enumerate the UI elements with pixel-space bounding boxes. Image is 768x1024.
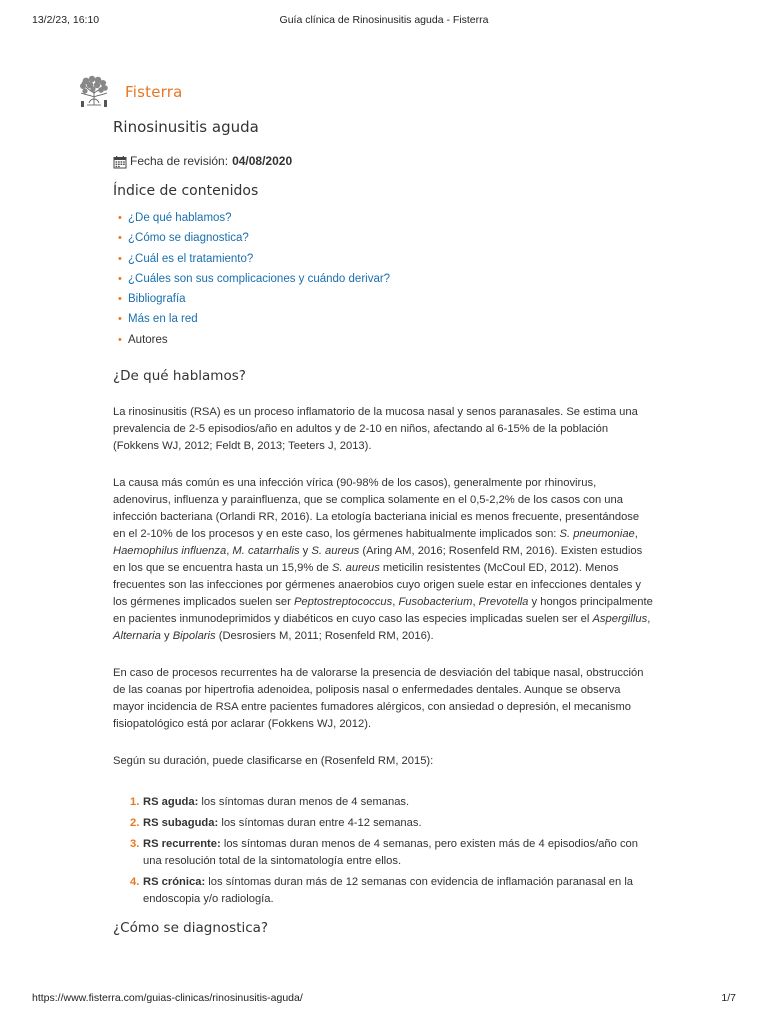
text-run: meticilin resistentes (McCoul ED, 2012). Menos frecuentes son las infecciones por gérmenes anaerobios cuyo origen suele estar en infecciones dentales y los gérmenes implicados suelen ser <box>113 562 641 609</box>
species-name: Fusobacterium <box>398 596 473 609</box>
toc-item <box>118 334 653 354</box>
species-name: M. catarrhalis <box>232 545 300 558</box>
review-date-row <box>113 152 653 169</box>
class-description: los síntomas duran entre 4-12 semanas. <box>218 817 422 830</box>
text-run: , <box>634 528 638 541</box>
toc-link-mas-en-la-red[interactable]: Más en la red <box>128 313 198 326</box>
list-item <box>130 794 653 811</box>
class-term: RS crónica: <box>143 876 206 889</box>
species-name: Peptostreptococcus <box>293 596 393 609</box>
class-description: los síntomas duran menos de 4 semanas, pero existen más de 4 episodios/año con una resolución total de la sintomatología entre ellos. <box>143 838 639 868</box>
text-run: , <box>226 545 233 558</box>
classification-list <box>113 794 653 908</box>
bullet-icon: • <box>118 293 122 306</box>
print-datetime: 13/2/23, 16:10 <box>32 14 100 26</box>
text-run: (Aring AM, 2016; Rosenfeld RM, 2016). Existen estudios en los que se encuentra hasta un 15,9% de <box>113 545 643 575</box>
text-run: (Desrosiers M, 2011; Rosenfeld RM, 2016). <box>215 630 434 643</box>
review-date: 04/08/2020 <box>232 153 293 168</box>
toc-title: Índice de contenidos <box>113 183 259 199</box>
species-name: S. aureus <box>331 562 380 575</box>
toc-link-de-que-hablamos[interactable]: ¿De qué hablamos? <box>128 212 232 224</box>
section-title-de-que-hablamos: ¿De qué hablamos? <box>113 368 246 385</box>
species-name: S. pneumoniae <box>559 528 635 541</box>
species-name: Prevotella <box>478 596 529 609</box>
class-term: RS subaguda: <box>143 817 219 830</box>
print-title: Guía clínica de Rinosinusitis aguda - Fisterra <box>279 14 489 26</box>
toc-item[interactable] <box>118 212 653 232</box>
toc-item-autores: Autores <box>128 333 168 346</box>
list-number: 4. <box>130 876 140 889</box>
toc-item[interactable] <box>118 253 653 273</box>
bullet-icon: • <box>118 333 122 346</box>
text-run: , <box>647 613 651 626</box>
article <box>113 74 653 936</box>
text-run: y <box>160 630 173 643</box>
review-label: Fecha de revisión: <box>130 153 229 168</box>
brand[interactable] <box>77 74 653 110</box>
species-name: Alternaria <box>113 630 161 643</box>
paragraph-recurrent: En caso de procesos recurrentes ha de valorarse la presencia de desviación del tabique nasal, obstrucción de las coanas por hipertrofia adenoidea, poliposis nasal o enfermedades dentales. Aunque se observa mayor incidencia de RSA entre pacientes fumadores alérgicos, con ansiedad o depresión, el mecanismo fisiopatológico está por aclarar (Fokkens WJ, 2012). <box>113 667 644 731</box>
species-name: Aspergillus <box>592 613 648 626</box>
text-run: y <box>299 545 312 558</box>
text-run: , <box>472 596 479 609</box>
list-number: 1. <box>130 796 140 809</box>
paragraph-etiology <box>113 475 653 645</box>
brand-name: Fisterra <box>125 83 183 101</box>
toc-link-como-se-diagnostica[interactable]: ¿Cómo se diagnostica? <box>128 232 249 245</box>
bullet-icon: • <box>118 212 122 224</box>
print-url: https://www.fisterra.com/guias-clinicas/rinosinusitis-aguda/ <box>32 992 303 1004</box>
class-description: los síntomas duran más de 12 semanas con evidencia de inflamación paranasal en la endoscopia y/o radiología. <box>143 876 634 906</box>
list-item <box>130 836 653 870</box>
text-run: y hongos principalmente en pacientes inmunodeprimidos y diabéticos en cuyo caso las especies implicadas suelen ser el <box>113 596 653 626</box>
print-page-number: 1/7 <box>721 992 736 1004</box>
species-name: S. aureus <box>311 545 360 558</box>
list-number: 2. <box>130 817 140 830</box>
toc-item[interactable] <box>118 232 653 252</box>
bullet-icon: • <box>118 272 122 285</box>
toc-item[interactable] <box>118 273 653 293</box>
toc-link-complicaciones[interactable]: ¿Cuáles son sus complicaciones y cuándo derivar? <box>128 272 391 285</box>
bullet-icon: • <box>118 252 122 265</box>
class-term: RS recurrente: <box>143 838 221 851</box>
elsevier-tree-icon <box>77 75 111 109</box>
paragraph-classification-intro: Según su duración, puede clasificarse en (Rosenfeld RM, 2015): <box>113 755 434 768</box>
list-item <box>130 874 653 908</box>
list-number: 3. <box>130 838 140 851</box>
class-term: RS aguda: <box>143 796 199 809</box>
toc-link-tratamiento[interactable]: ¿Cuál es el tratamiento? <box>128 252 254 265</box>
page-title: Rinosinusitis aguda <box>113 118 259 136</box>
toc-link-bibliografia[interactable]: Bibliografía <box>128 293 186 306</box>
species-name: Haemophilus influenza <box>113 545 227 558</box>
paragraph-prevalence: La rinosinusitis (RSA) es un proceso inflamatorio de la mucosa nasal y senos paranasales. Se estima una prevalencia de 2-5 episodios/año en adultos y de 2-10 en niños, afectando al 6-15% de la población (Fokkens WJ, 2012; Feldt B, 2013; Teeters J, 2013). <box>113 406 638 453</box>
text-run: , <box>392 596 399 609</box>
bullet-icon: • <box>118 232 122 245</box>
bullet-icon: • <box>118 313 122 326</box>
class-description: los síntomas duran menos de 4 semanas. <box>198 796 410 809</box>
list-item <box>130 815 653 832</box>
toc-list <box>113 212 653 354</box>
species-name: Bipolaris <box>172 630 216 643</box>
toc-item[interactable] <box>118 313 653 333</box>
text-run: La causa más común es una infección vírica (90-98% de los casos), generalmente por rhinovirus, adenovirus, influenza y parainfluenza, que se complica solamente en el 0,5-2,2% de los casos con una infección bacteriana (Orlandi RR, 2016). La etología bacteriana inicial es menos frecuente, presentándose en el 2-10% de los procesos y en este caso, los gérmenes habitualmente implicados son: <box>113 477 640 541</box>
toc-item[interactable] <box>118 293 653 313</box>
calendar-icon <box>113 155 127 169</box>
section-title-como-se-diagnostica: ¿Cómo se diagnostica? <box>113 920 269 937</box>
